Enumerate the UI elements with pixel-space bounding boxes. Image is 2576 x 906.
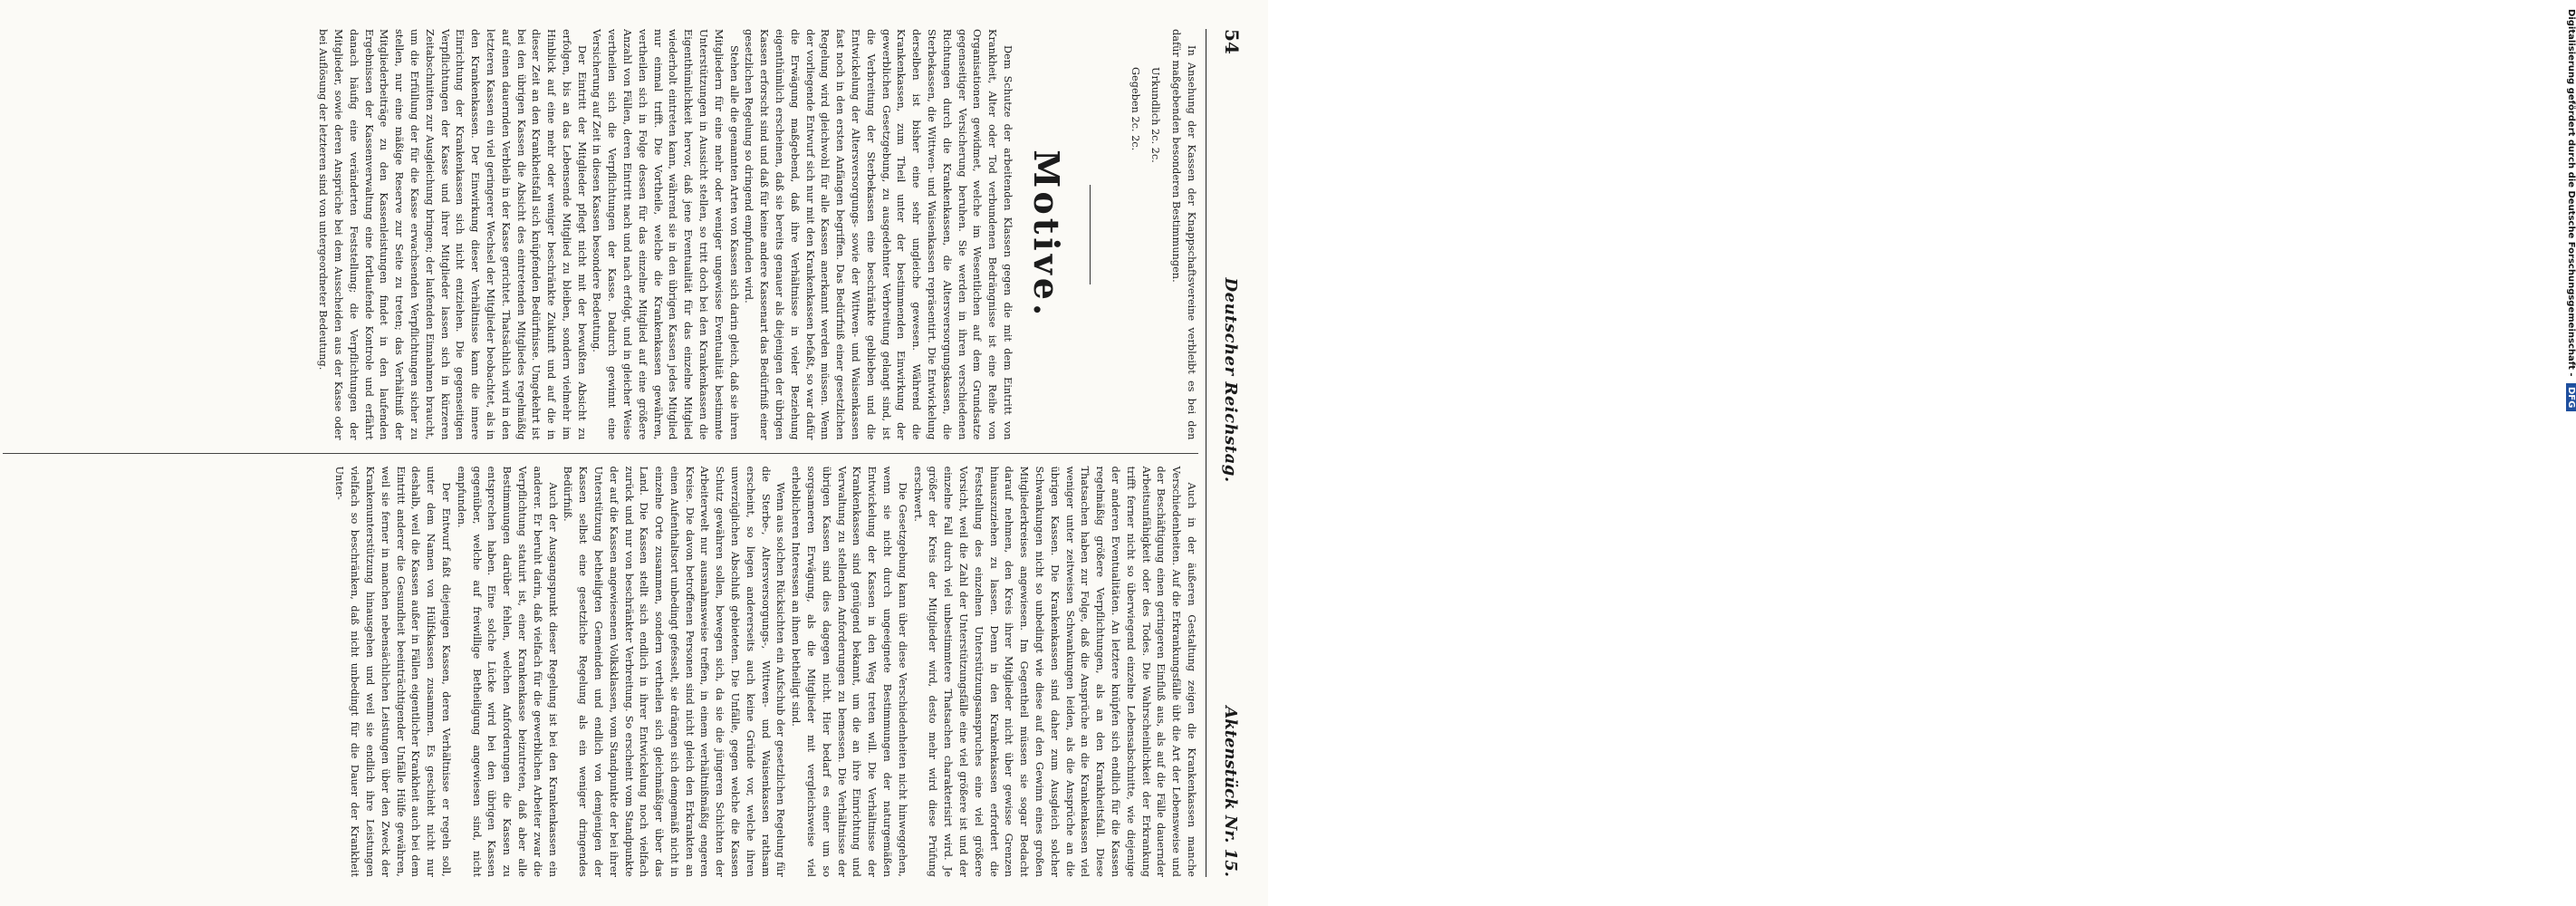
body-paragraph: Der Entwurf faßt diejenigen Kassen, deren Verhältnisse er regeln soll, unter dem Namen von Hülfskassen zusammen. Es geschieht nicht nur deshalb, weil die Kassen außer in Fällen eigentlicher Krankheit auch bei dem Eintritt anderer die Gesundheit beeinträchtigender Unfälle Hülfe gewähren, weil sie ferner in manchen nebensächlichen Leistungen über den Zweck der Krankenunterstützung hinausgehen und weil sie endlich ihre Leistungen vielfach so beschränken, daß nicht unbedingt für die Dauer der Krankheit Unter- [333,466,452,877]
page-number: 54 [1221,29,1243,54]
section-title: Motive. [1025,149,1067,320]
document-number: Aktenstück Nr. 15. [1221,706,1240,877]
digitization-sidebar [1279,0,2576,906]
dfg-logo: DFG [2566,383,2576,411]
scanned-page [0,0,1268,906]
right-column [3,467,1198,878]
intro-paragraph: In Ansehung der Kassen der Knappschaftsvereine verbleibt es bei den dafür maßgebenden besonderen Bestimmungen. [1170,29,1197,440]
body-paragraph: Stehen alle die genannten Arten von Kassen sich darin gleich, daß sie ihren Mitgliedern für eine mehr oder weniger ungewisse Eventualität bestimmte Unterstützungen in Aussicht stellen, so tritt doch bei den Krankenkassen die Eigenthümlichkeit hervor, daß jene Eventualität für das einzelne Mitglied wiederholt eintreten kann, während sie in den übrigen Kassen jedes Mitglied nur einmal trifft. Die Vortheile, welche die Krankenkassen gewähren, vertheilen sich in Folge dessen für das einzelne Mitglied auf eine größere Anzahl von Fällen, deren Eintritt nach und nach erfolgt, und in gleicher Weise vertheilen sich die Verpflichtungen der Kasse. Dadurch gewinnt eine Versicherung auf Zeit in diesen Kassen besondere Bedeutung. [591,29,740,440]
digitization-note [2566,9,2576,411]
body-paragraph: Wenn aus solchen Rücksichten ein Aufschub der gesetzlichen Regelung für die Sterbe-, Altersversorgungs-, Wittwen- und Waisenkassen rathsam erscheint, so liegen andererseits auch keine Gründe vor, welche ihren unverzüglichen Abschluß gebieteten. Die Unfälle, gegen welche die Kassen Schutz gewähren sollen, bewegen sich, da sie die jüngeren Schichten der Arbeiterwelt nur ausnahmsweise treffen, in einem verhältnißmäßig engeren Kreise. Die davon betroffenen Personen sind nicht gleich den Erkrankten an einen Aufenthaltsort unbedingt gefesselt, sie drängen sich demgemäß nicht in einzelne Orte zusammen, sondern vertheilen sich gleichmäßiger über das Land. Die Kassen stellt sich endlich in ihrer Entwickelung noch vielfach zurück und nur von beschränkter Verbreitung. So erscheint vom Standpunkte der auf die Kassen angewiesenen Volksklassen, vom Standpunkte der bei ihrer Unterstützung betheiligten Gemeinden und endlich von demjenigen der Kassen selbst eine gesetzliche Regelung als ein weniger dringendes Bedürfniß. [562,466,787,877]
body-paragraph: Auch in der äußeren Gestaltung zeigen die Krankenkassen manche Verschiedenheiten. Auf die Erkrankungsfälle übt die Art der Lebensweise und der Beschäftigung einen geringeren Einfluß aus, als auf die Fälle dauernder Arbeitsunfähigkeit oder des Todes. Die Wahrscheinlichkeit der Erkrankung trifft ferner nicht so überwiegend einzelne Lebensabschnitte, wie diejenige der anderen Eventualitäten. An letztere knüpfen sich endlich für die Kassen regelmäßig größere Verpflichtungen, als an den Krankheitsfall. Diese Thatsachen haben zur Folge, daß die Ansprüche an die Krankenkassen viel weniger unter zeitweisen Schwankungen leiden, als die Ansprüche an die übrigen Kassen. Die Krankenkassen sind daher zum Ausgleich solcher Schwankungen nicht so unbedingt wie diese auf den Gewinn eines großen Mitgliederkreises angewiesen. Im Gegentheil müssen sie sogar Bedacht darauf nehmen, den Kreis ihrer Mitglieder nicht über gewisse Grenzen hinauszuziehen zu lassen. Denn in den Krankenkassen erfordert die Feststellung des einzelnen Unterstützungsanspruches eine viel größere Vorsicht, weil die Zahl der Unterstützungsfälle eine viel größere ist und der einzelne Fall durch viel unbestimmtere Thatsachen charakterisirt wird. Je größer der Kreis der Mitglieder wird, desto mehr wird diese Prüfung erschwert. [911,466,1197,877]
column-divider [3,453,1198,454]
body-paragraph: Die Gesetzgebung kann über diese Verschiedenheiten nicht hinweggehen, wenn sie nicht durch ungeeignete Bestimmungen der naturgemäßen Entwickelung der Kassen in den Weg treten will. Die Verhältnisse der Krankenkassen sind genügend bekannt, um die an ihre Einrichtung und Verwaltung zu stellenden Anforderungen zu bemessen. Die Verhältnisse der übrigen Kassen sind dies dagegen nicht. Hier bedarf es einer um so sorgsameren Erwägung, als die Mitglieder mit vergleichsweise viel erheblicheren Interessen an ihnen betheiligt sind. [790,466,908,877]
signature-line-2: Gegeben 2c. 2c. [1129,67,1141,151]
body-paragraph: Der Eintritt der Mitglieder pflegt nicht mit der bewußten Absicht zu erfolgen, bis an das Lebensende Mitglied zu bleiben, sondern vielmehr im Hinblick auf eine mehr oder weniger beschränkte Zukunft und auf die in dieser Zeit an den Krankheitsfall sich knüpfenden Bedürfnisse. Umgekehrt ist bei den übrigen Kassen die Absicht des eintretenden Mitgliedes regelmäßig auf einen dauernden Verbleib in der Kasse gerichtet. Thatsächlich wird in den letzteren Kassen ein viel geringerer Wechsel der Mitglieder beobachtet, als in den Krankenkassen. Der Einwirkung dieser Verhältnisse kann die innere Einrichtung der Krankenkassen sich nicht entziehen. Die gegenseitigen Verpflichtungen der Kasse und ihrer Mitglieder lassen sich in kürzeren Zeitabschnitten zur Ausgleichung bringen; der laufenden Einnahmen braucht, um die Erfüllung der für die Kasse erwachsenden Verpflichtungen sicher zu stellen, nur eine mäßige Reserve zur Seite zu treten; das Verhältniß der Mitgliederbeiträge zu den Kassenleistungen findet in den laufenden Ergebnissen der Kassenverwaltung eine fortlaufende Kontrole und erfährt danach häufig eine veränderten Feststellung; die Verpflichtungen der Mitglieder, sowie deren Ansprüche bei dem Ausscheiden aus der Kasse oder bei Auflösung der letzteren sind von untergeordneter Bedeutung. [317,29,588,440]
signature-line-1: Urkundlich 2c. 2c. [1149,67,1162,163]
text-columns [3,29,1198,877]
page-header [1206,29,1243,877]
running-head: Deutscher Reichstag. [1221,277,1240,483]
separator-rule [1090,185,1091,284]
left-column [3,29,1198,440]
body-paragraph: Dem Schutze der arbeitenden Klassen gegen die mit dem Eintritt von Krankheit, Alter oder Tod verbundenen Bedrängnisse ist eine Reihe von Organisationen gewidmet, welche im Wesentlichen auf dem Grundsatze gegenseitiger Versicherung beruhen. Sie werden in ihren verschiedenen Richtungen durch die Krankenkassen, die Altersversorgungskassen, die Sterbekassen, die Wittwen- und Waisenkassen repräsentirt. Die Entwickelung derselben ist bisher eine sehr ungleiche gewesen. Während die Krankenkassen, zum Theil unter der bestimmenden Einwirkung der gewerblichen Gesetzgebung, zu ausgedehnter Verbreitung gelangt sind, ist die Verbreitung der Sterbekassen eine beschränkte geblieben und die Entwickelung der Altersversorgungs- sowie der Wittwen- und Waisenkassen fast noch in den ersten Anfängen begriffen. Das Bedürfniß einer gesetzlichen Regelung wird gleichwohl für alle Kassen anerkannt werden müssen. Wenn der vorliegende Entwurf sich nur mit den Krankenkassen befaßt, so war dafür die Erwägung maßgebend, daß ihre Verhältnisse in vieler Beziehung eigenthümlich erscheinen, daß sie bereits genauer als diejenigen der übrigen Kassen erforscht sind und daß für keine andere Kassenart das Bedürfniß einer gesetzlichen Regelung so dringend empfunden wird. [743,29,1014,440]
digitization-note-text: Digitalisierung gefördert durch die Deutsche Forschungsgemeinschaft - [2566,9,2576,377]
body-paragraph: Auch der Ausgangspunkt dieser Regelung ist bei den Krankenkassen ein anderer. Er beruht darin, daß vielfach für die gewerblichen Arbeiter zwar die Verpflichtung statuirt ist, einer Krankenkasse beizutreten, daß aber alle Bestimmungen darüber fehlen, welchen Anforderungen die Kassen zu entsprechen haben. Eine solche Lücke wird bei den übrigen Kassen gegenüber, welche auf freiwillige Betheiligung angewiesen sind, nicht empfunden. [455,466,559,877]
